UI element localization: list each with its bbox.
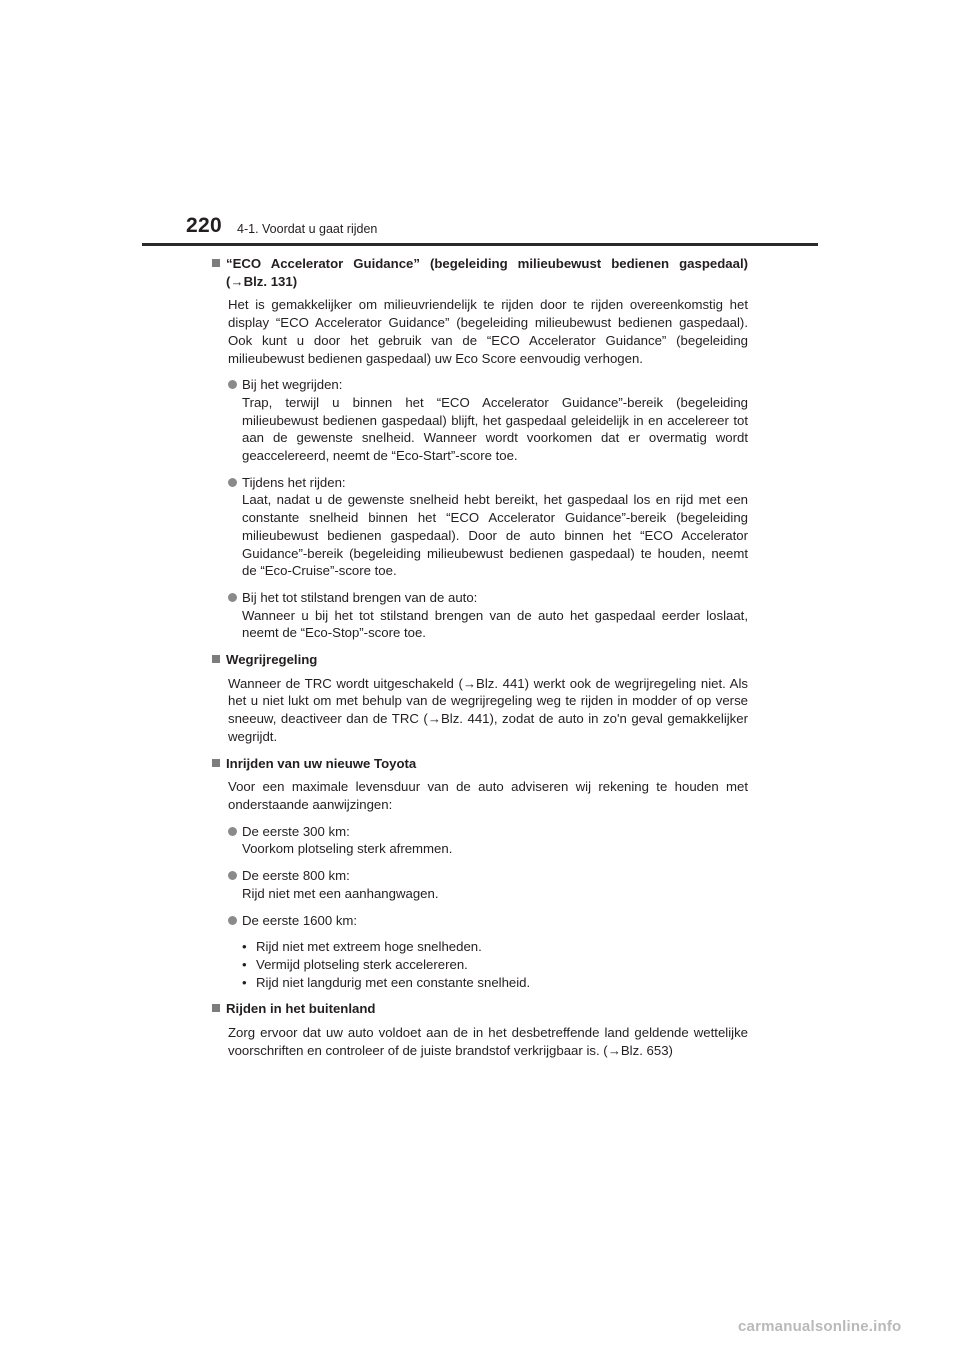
square-bullet-icon (212, 759, 220, 767)
watermark: carmanualsonline.info (738, 1318, 902, 1335)
circle-bullet-icon (228, 593, 237, 602)
section-wegrijregeling (210, 651, 748, 746)
list-item (228, 589, 748, 642)
list-item (228, 474, 748, 580)
sub-list-item: • Rijd niet langdurig met een constante snelheid. (242, 974, 748, 992)
section-heading-text: Wegrijregeling (226, 652, 318, 668)
circle-bullet-icon (228, 871, 237, 880)
list-item-title: De eerste 1600 km: (242, 912, 358, 928)
list-item-text: Rijd niet met een aanhangwagen. (242, 885, 439, 901)
list-item-text: Voorkom plotseling sterk afremmen. (242, 841, 453, 857)
list-item-title: Bij het tot stilstand brengen van de auto: (242, 589, 478, 605)
section-intro: Het is gemakkelijker om milieuvriendelijk te rijden door te rijden overeenkomstig het display “ECO Accelerator Guidance” (begeleiding milieubewust bedienen gaspedaal). Ook kunt u door het gebruik van de “ECO Accelerator Guidance” (begeleiding milieubewust bedienen gaspedaal) uw Eco Score eenvoudig verhogen. (228, 297, 748, 366)
section-heading-text: Rijden in het buitenland (226, 1001, 376, 1017)
circle-bullet-icon (228, 827, 237, 836)
list-item-title: De eerste 800 km: (242, 868, 350, 884)
list-item (228, 867, 748, 902)
list-item-title: Tijdens het rijden: (242, 474, 346, 490)
square-bullet-icon (212, 259, 220, 267)
list-item-text: Laat, nadat u de gewenste snelheid hebt bereikt, het gaspedaal los en rijd met een constante snelheid binnen het “ECO Accelerator Guidance”-bereik (begeleiding milieubewust bedienen gaspedaal). Door de auto binnen het “ECO Accelerator Guidance”-bereik (begeleiding milieubewust bedienen gaspedaal) te houden, neemt de “Eco-Cruise”-score toe. (242, 492, 748, 579)
header-rule (142, 243, 818, 246)
list-item-text: Wanneer u bij het tot stilstand brengen van de auto het gaspedaal eerder loslaat, neemt de “Eco-Stop”-score toe. (242, 607, 748, 641)
section-buitenland (210, 1000, 748, 1059)
section-intro: Wanneer de TRC wordt uitgeschakeld (→Blz. 441) werkt ook de wegrijregeling niet. Als het u niet lukt om met behulp van de wegrijregeling weg te rijden in modder of op verse sneeuw, deactiveer dan de TRC (→Blz. 441), zodat de auto in zo'n geval gemakkelijker wegrijdt. (228, 675, 748, 744)
page-number: 220 (186, 214, 222, 237)
section-heading (210, 255, 748, 290)
list-item (228, 376, 748, 465)
square-bullet-icon (212, 1004, 220, 1012)
section-label: 4-1. Voordat u gaat rijden (237, 222, 378, 236)
section-heading (210, 755, 748, 773)
square-bullet-icon (212, 655, 220, 663)
section-eco-guidance (210, 255, 748, 642)
circle-bullet-icon (228, 380, 237, 389)
section-inrijden (210, 755, 748, 992)
page-content (210, 255, 748, 1059)
section-intro: Voor een maximale levensduur van de auto adviseren wij rekening te houden met onderstaande aanwijzingen: (228, 779, 748, 812)
section-heading-text: “ECO Accelerator Guidance” (begeleiding milieubewust bedienen gaspedaal) (→Blz. 131) (226, 256, 748, 289)
section-heading-text: Inrijden van uw nieuwe Toyota (226, 755, 417, 771)
circle-bullet-icon (228, 916, 237, 925)
list-item (228, 912, 748, 930)
list-item-title: De eerste 300 km: (242, 823, 350, 839)
section-heading (210, 1000, 748, 1018)
sub-list-item: • Rijd niet met extreem hoge snelheden. (242, 938, 748, 956)
list-item-title: Bij het wegrijden: (242, 377, 343, 393)
sub-list (242, 938, 748, 991)
circle-bullet-icon (228, 478, 237, 487)
list-item (228, 823, 748, 858)
list-item-text: Trap, terwijl u binnen het “ECO Accelerator Guidance”-bereik (begeleiding milieubewust bedienen gaspedaal) blijft, het gaspedaal geleidelijk in en accelereer tot aan de gewenste snelheid. Wanneer wordt voorkomen dat er overmatig wordt geaccelereerd, neemt de “Eco-Start”-score toe. (242, 394, 748, 464)
sub-list-item: • Vermijd plotseling sterk accelereren. (242, 956, 748, 974)
section-intro: Zorg ervoor dat uw auto voldoet aan de in het desbetreffende land geldende wettelijke voorschriften en controleer of de juiste brandstof verkrijgbaar is. (→Blz. 653) (228, 1025, 748, 1058)
section-heading (210, 651, 748, 669)
